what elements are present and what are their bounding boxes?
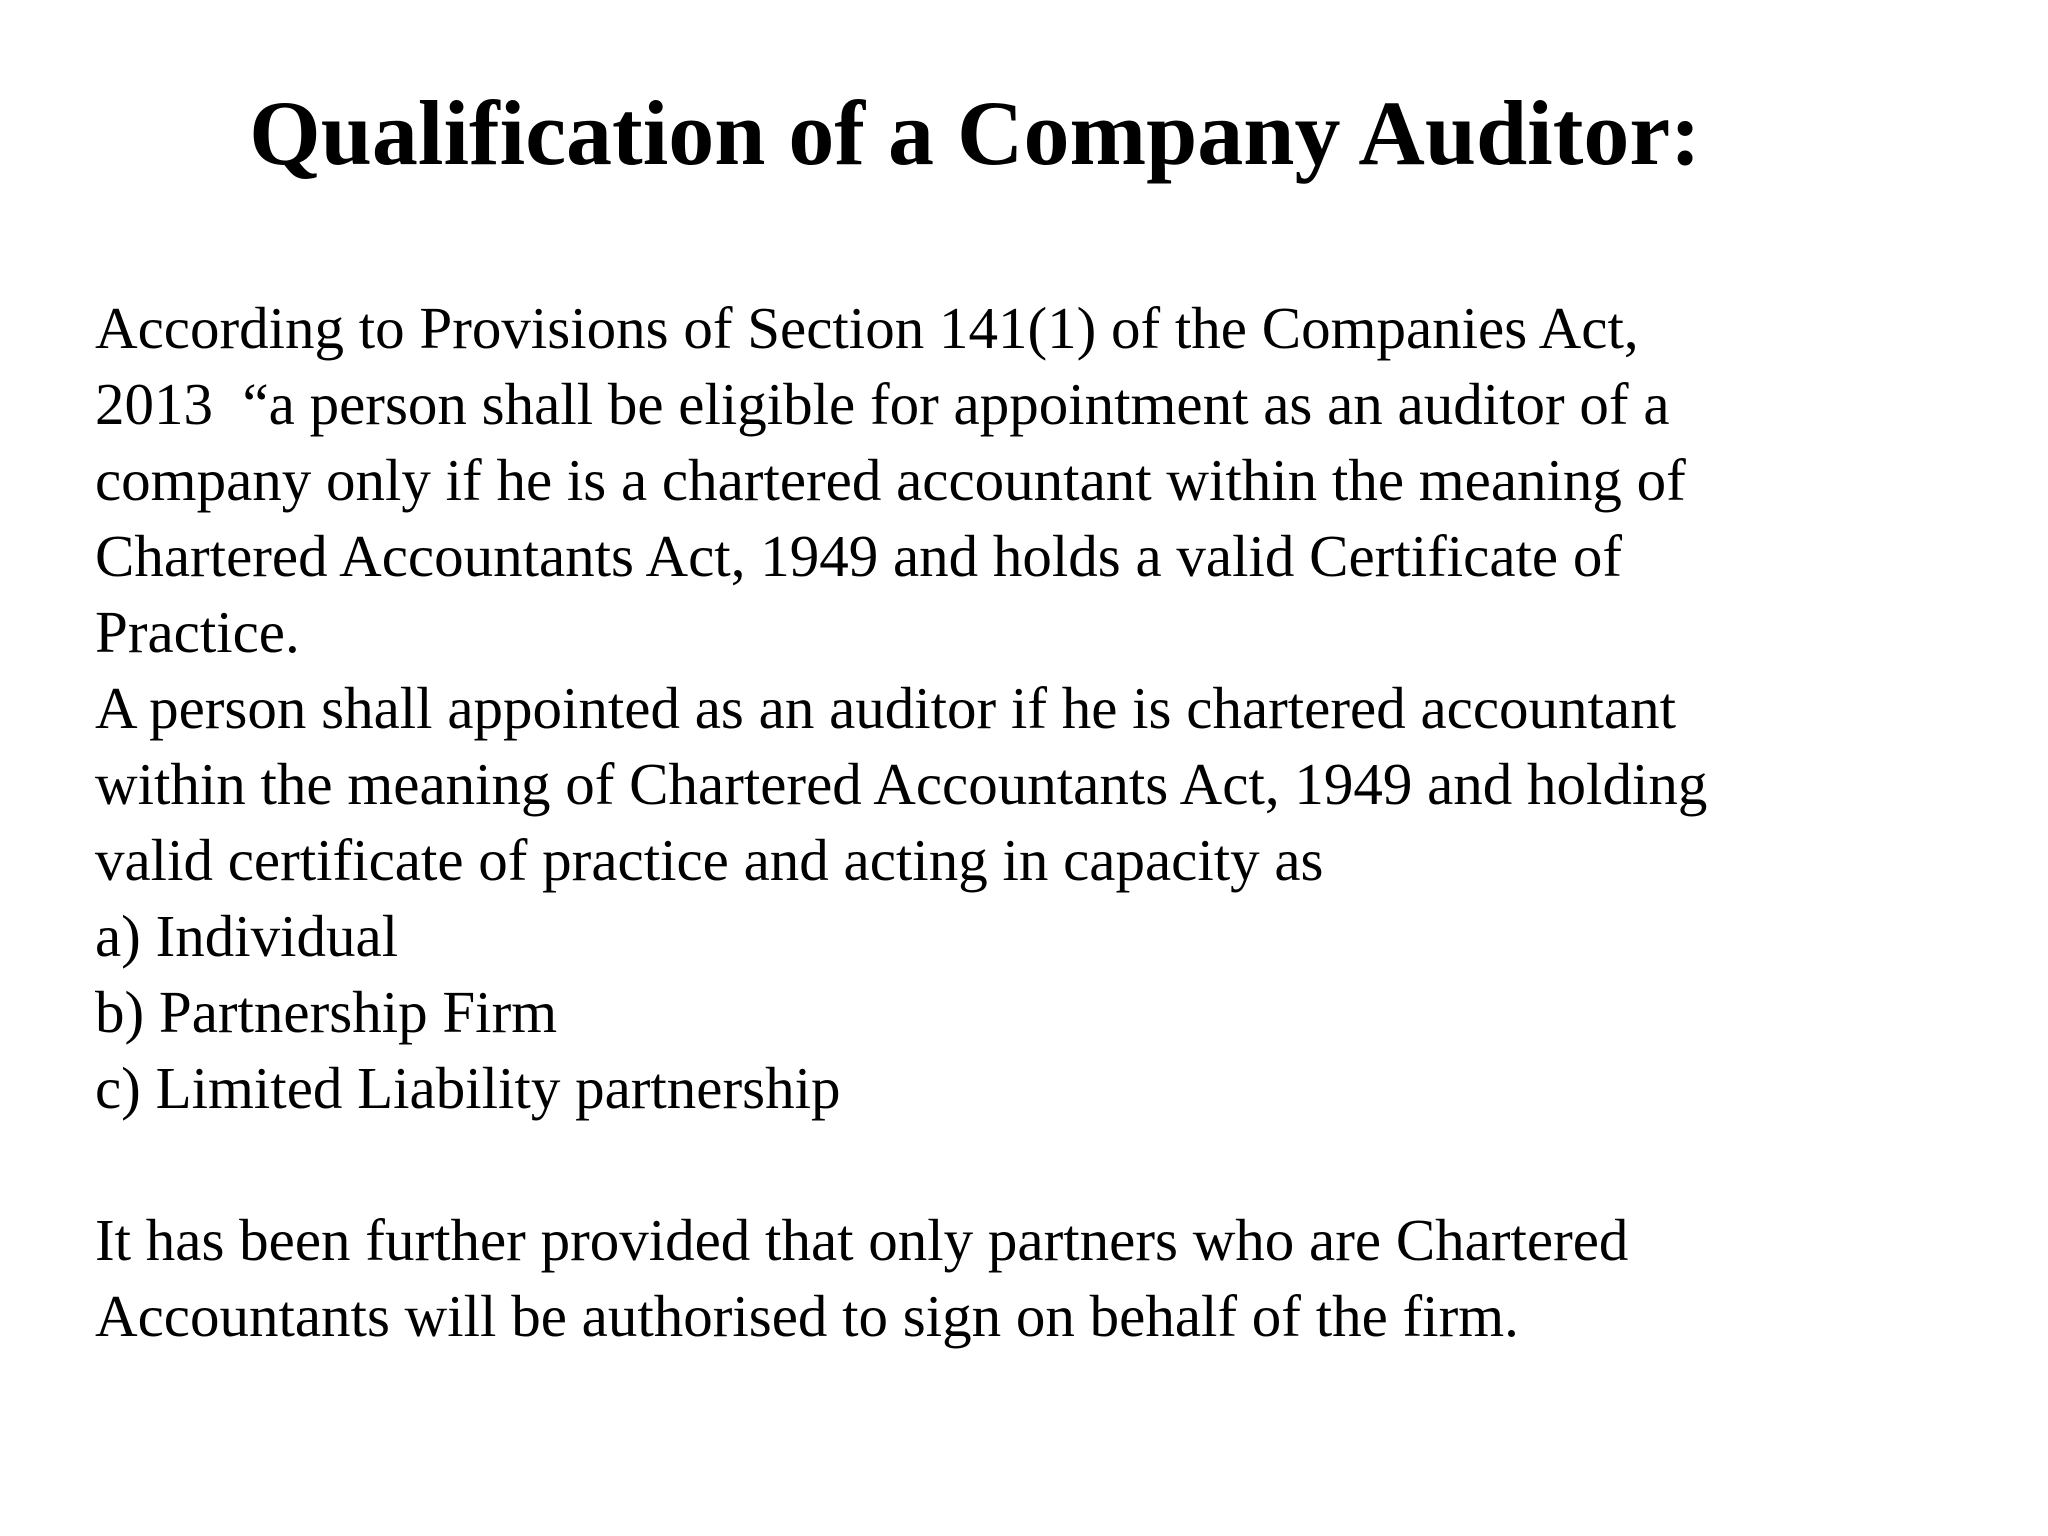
text-line: According to Provisions of Section 141(1) of the Companies Act, [95, 295, 1639, 361]
text-line: Accountants will be authorised to sign on behalf of the firm. [95, 1283, 1519, 1349]
spacer [95, 1126, 1995, 1202]
text-line: within the meaning of Chartered Accountants Act, 1949 and holding [95, 751, 1708, 817]
text-line: Practice. [95, 599, 300, 665]
text-line: valid certificate of practice and acting in capacity as [95, 827, 1324, 893]
paragraph-section-141 [95, 290, 1995, 670]
text-line: Chartered Accountants Act, 1949 and holds a valid Certificate of [95, 523, 1622, 589]
text-line: company only if he is a chartered accountant within the meaning of [95, 447, 1686, 513]
list-item: b) Partnership Firm [95, 979, 558, 1045]
paragraph-partners [95, 1202, 1995, 1354]
text-line: It has been further provided that only partners who are Chartered [95, 1207, 1629, 1273]
slide-body [95, 290, 1995, 1354]
list-item: a) Individual [95, 903, 399, 969]
text-line: 2013 “a person shall be eligible for appointment as an auditor of a [95, 371, 1670, 437]
list-item: c) Limited Liability partnership [95, 1055, 841, 1121]
capacity-list [95, 898, 1995, 1126]
slide-title: Qualification of a Company Auditor: [249, 82, 1701, 184]
text-line: A person shall appointed as an auditor if he is chartered accountant [95, 675, 1676, 741]
paragraph-appointment [95, 670, 1995, 898]
